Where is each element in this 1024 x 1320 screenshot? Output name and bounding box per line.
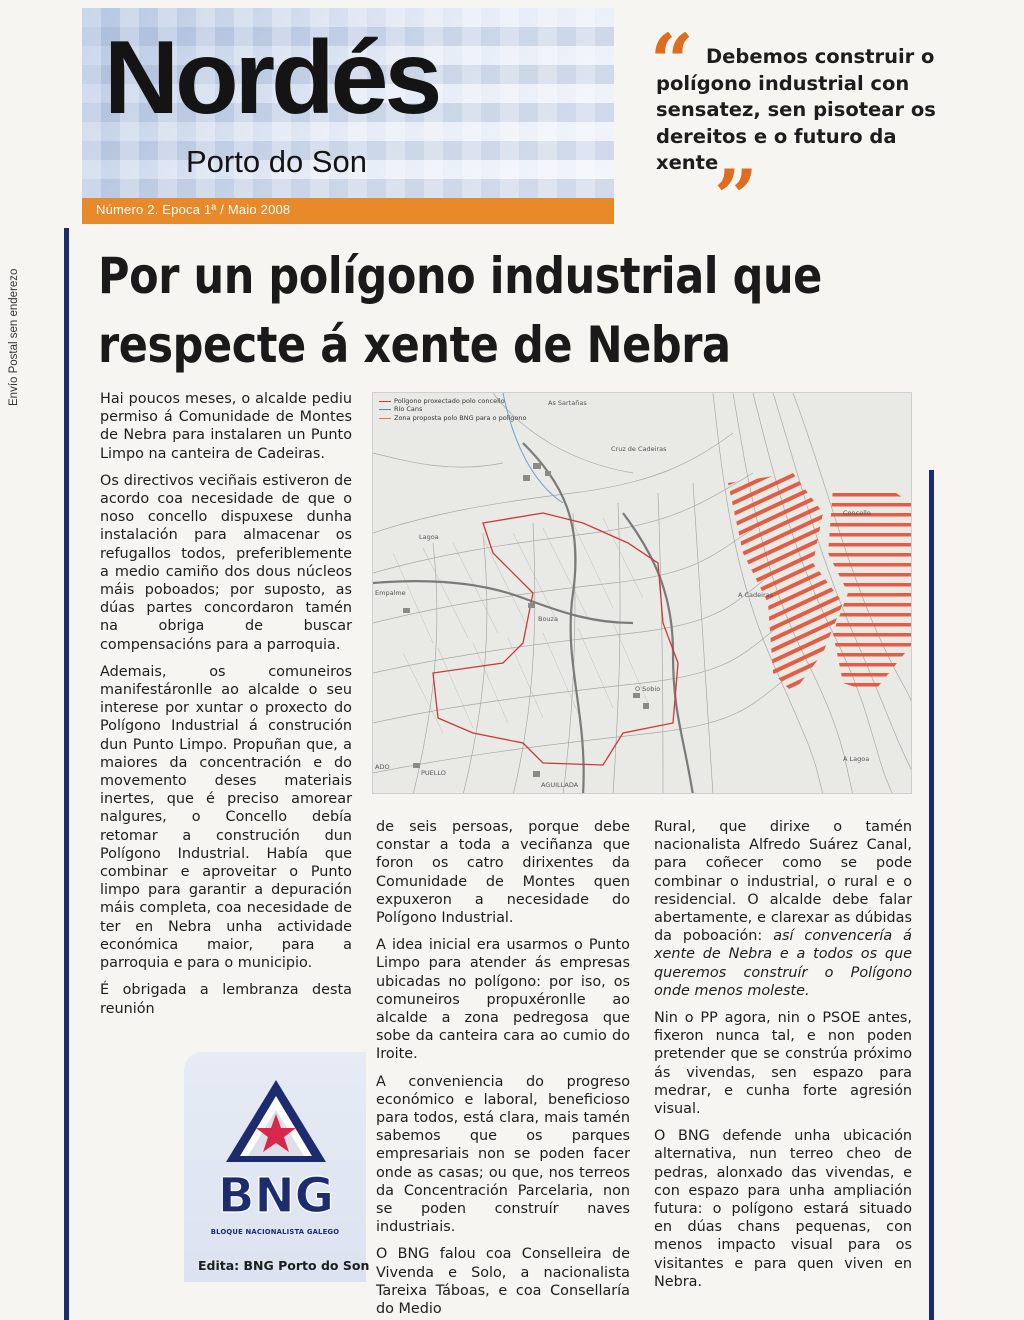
legend-swatch-blue [379,409,391,410]
map-place-label: AGUILLADA [541,781,579,789]
article-column-2 [376,818,630,1320]
map-legend [379,397,526,422]
legend-item [379,414,526,422]
legend-label: Zona proposta polo BNG para o polígono [394,413,527,422]
frame-left-rule [64,228,69,1320]
frame-right-rule [929,470,934,1320]
paragraph: O BNG defende unha ubicación alternativa, nun terreo cheo de pedras, alonxado das vivendas, e con espazo para unha ampliación futura: o polígono estará situado en dúas chans pequenas, con menos impacto visual para os visitantes e para quen viven en Nebra. [654,1128,912,1290]
map-place-label: A Lagoa [843,755,870,763]
pull-quote [642,17,942,242]
pull-quote-text: Debemos construir o polígono industrial con sensatez, sen pisotear os dereitos e o futuro da xente [656,45,936,175]
paragraph: A conveniencia do progreso económico e laboral, beneficioso para todos, está clara, mais tamén sabemos que os parques empresariais non se poden facer onde as casas; ou que, nos terreos da Concentración Parcelaria, non se poden construír naves industriais. [376,1073,630,1236]
paragraph-text: Rural, que dirixe o tamén nacionalista Alfredo Suárez Canal, para coñecer como se pode combinar o industrial, o rural e o residencial. O alcalde debe falar abertamente, e clarexar as dúbidas da poboación: [654,819,912,945]
legend-label: Río Cans [394,405,423,414]
paragraph: de seis persoas, porque debe constar a toda a veciñanza que foron os catro dirixentes da Comunidade de Montes quen expuxeron a necesidade do Polígono Industrial. [376,819,630,927]
legend-swatch-orange [379,418,391,419]
paragraph: É obrigada a lembranza desta reunión [100,982,352,1017]
legend-label: Polígono proxectado polo concello [394,397,505,405]
article-column-3 [654,818,912,1300]
map-place-label: O Sobio [635,685,661,693]
map-place-label: As Sartañas [548,399,587,407]
map-place-label: Concello [843,509,871,517]
paragraph: Os directivos veciñais estiveron de acordo coa necesidade de que o noso concello dispuxese dunha instalación para almacenar os refugallos todos, preferiblemente a medio camiño dos dous núcleos máis poboados; por suposto, as dúas partes concordaron tamén na obriga de buscar compensacións para a parroquia. [100,472,352,653]
headline-line-1: Por un polígono industrial que [98,247,822,305]
paragraph [654,818,912,1000]
legend-swatch-red [379,401,391,402]
map-place-label: Cruz de Cadeiras [611,445,667,453]
masthead-subtitle: Porto do Son [186,144,367,179]
map-place-label: Lagoa [419,533,439,541]
postal-notice: Envío Postal sen enderezo [8,268,20,406]
map-place-label: A Cadeiras [738,591,774,599]
article-column-1 [100,390,352,1027]
map-place-label: Empalme [375,589,406,597]
masthead [82,8,614,198]
paragraph: Ademais, os comuneiros manifestáronlle ao alcalde o seu interese por xuntar o proxecto do Polígono Industrial á construción dun Punto Limpo. Propuñan que, a maiores da concentración e do movemento deses materiais inertes, que é preciso amorear nalgures, o Concello debía retomar a construción dun Polígono Industrial. Había que combinar e aproveitar o Punto limpo para garantir a depuración máis completa, coa necesidade de ter en Nebra unha actividade económica maior, para a parroquia e para o municipio. [100,663,352,972]
map-place-label: PUELLO [421,769,446,777]
site-map [372,392,912,794]
headline-line-2: respecte á xente de Nebra [98,315,731,374]
bng-logo-panel [184,1052,366,1282]
issue-info: Número 2. Epoca 1ª / Maio 2008 [96,202,291,217]
map-place-label: Bouza [538,615,558,623]
bng-logo-subtitle: BLOQUE NACIONALISTA GALEGO [210,1228,340,1236]
legend-item [379,397,526,405]
open-quote-icon: “ [650,17,694,106]
map-graphic [373,393,912,794]
paragraph: A idea inicial era usarmos o Punto Limpo para atender ás empresas ubicadas no polígono: por iso, os comuneiros propuxéronlle ao alcalde a zona pedregosa que sobe da canteira cara ao cumio do Iroite. [376,937,630,1063]
paragraph: O BNG falou coa Conselleira de Vivenda e Solo, a nacionalista Tareixa Táboas, e coa Consellaría do Medio [376,1246,630,1318]
headline [98,242,855,379]
bng-letters: BNG [218,1168,334,1224]
paragraph: Nin o PP agora, nin o PSOE antes, fixeron nunca tal, e non poden pretender que se constrúa próximo ás vivendas, sen espazo para medrar, e cunha forte agresión visual. [654,1010,912,1118]
bng-logo-icon [218,1074,334,1224]
paragraph-italic-text: así convencería á xente de Nebra e a todos os que queremos construír o Polígono onde menos moleste. [654,928,912,999]
legend-item [379,405,526,413]
map-place-label: ADO [375,763,390,771]
paragraph: Hai poucos meses, o alcalde pediu permiso á Comunidade de Montes de Nebra para instalaren un Punto Limpo na canteira de Cadeiras. [100,391,352,462]
close-quote-icon: ” [714,153,758,242]
masthead-title: Nordés [104,20,439,136]
publisher-credit: Edita: BNG Porto do Son [198,1258,370,1273]
